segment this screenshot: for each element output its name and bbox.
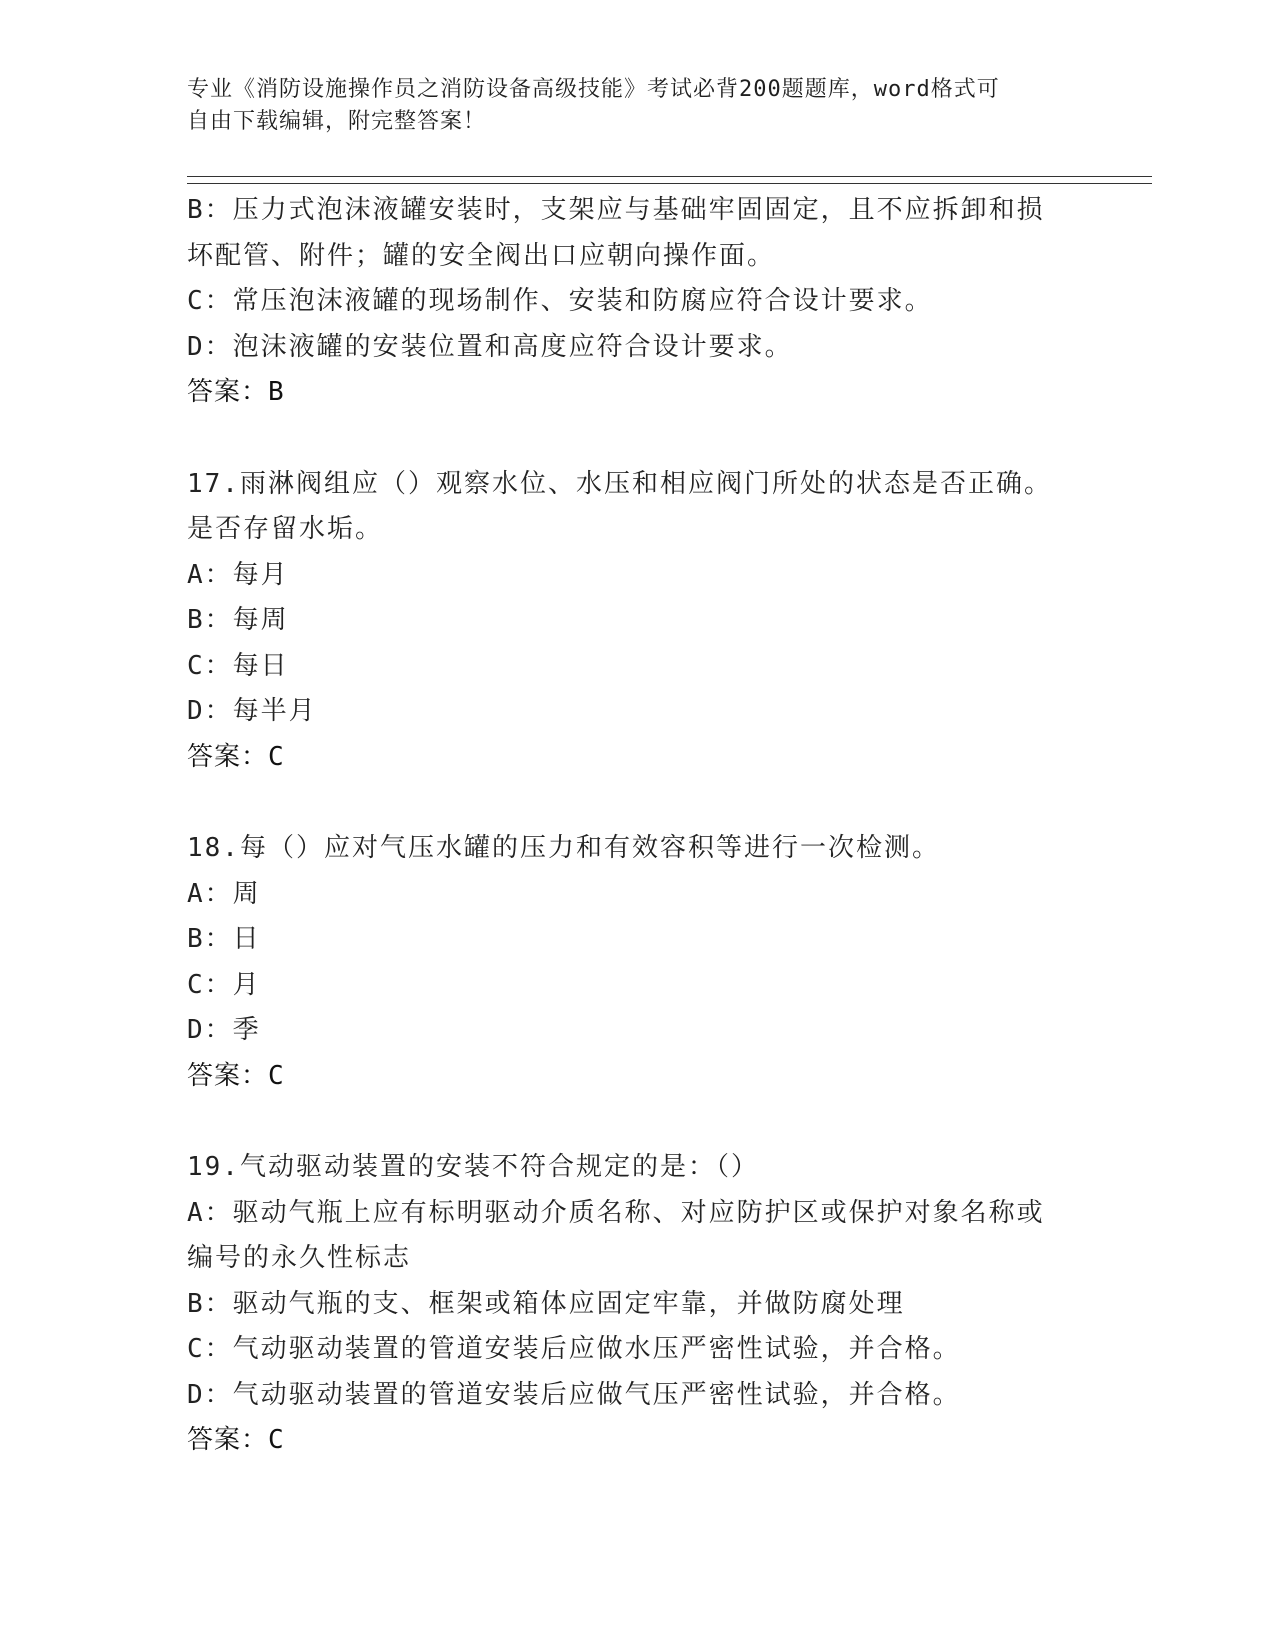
header-divider-bottom bbox=[187, 183, 1152, 184]
question-18 bbox=[187, 826, 1147, 1099]
header-line-1: 专业《消防设施操作员之消防设备高级技能》考试必背200题题库，word格式可 bbox=[187, 77, 1000, 102]
q19-stem: 19.气动驱动装置的安装不符合规定的是：（） bbox=[187, 1152, 759, 1182]
answer-value: C bbox=[268, 741, 285, 772]
document-header bbox=[187, 74, 1067, 138]
q18-option-c: C：月 bbox=[187, 969, 261, 1000]
answer-value: B bbox=[268, 377, 285, 407]
q16-answer bbox=[187, 370, 1147, 416]
header-divider-top bbox=[187, 176, 1152, 177]
q17-option-c: C：每日 bbox=[187, 650, 289, 681]
q17-stem-line-2: 是否存留水垢。 bbox=[187, 514, 384, 544]
q17-option-b: B：每周 bbox=[187, 605, 289, 635]
question-spacer bbox=[187, 416, 1147, 462]
question-17 bbox=[187, 462, 1147, 781]
question-16 bbox=[187, 188, 1147, 416]
question-19 bbox=[187, 1145, 1147, 1464]
q16-option-b-line-1: B：压力式泡沫液罐安装时，支架应与基础牢固固定，且不应拆卸和损 bbox=[187, 195, 1045, 225]
question-spacer bbox=[187, 1099, 1147, 1145]
answer-label: 答案： bbox=[187, 1060, 269, 1091]
q18-stem: 18.每（）应对气压水罐的压力和有效容积等进行一次检测。 bbox=[187, 833, 940, 863]
q18-option-b: B：日 bbox=[187, 924, 261, 954]
q16-option-c: C：常压泡沫液罐的现场制作、安装和防腐应符合设计要求。 bbox=[187, 286, 933, 316]
q19-option-c: C：气动驱动装置的管道安装后应做水压严密性试验，并合格。 bbox=[187, 1334, 961, 1364]
question-spacer bbox=[187, 780, 1147, 826]
q19-option-b: B：驱动气瓶的支、框架或箱体应固定牢靠，并做防腐处理 bbox=[187, 1288, 905, 1319]
q19-option-a-line-2: 编号的永久性标志 bbox=[187, 1243, 412, 1273]
answer-value: C bbox=[268, 1060, 285, 1091]
header-line-2: 自由下载编辑，附完整答案！ bbox=[187, 109, 487, 134]
q16-option-b-line-2: 坏配管、附件；罐的安全阀出口应朝向操作面。 bbox=[187, 240, 776, 271]
answer-label: 答案： bbox=[187, 377, 269, 407]
answer-label: 答案： bbox=[187, 741, 269, 772]
q19-option-d: D：气动驱动装置的管道安装后应做气压严密性试验，并合格。 bbox=[187, 1379, 961, 1410]
q18-option-a: A：周 bbox=[187, 878, 261, 909]
answer-value: C bbox=[268, 1425, 285, 1455]
q16-option-d: D：泡沫液罐的安装位置和高度应符合设计要求。 bbox=[187, 331, 793, 362]
q19-option-a-line-1: A：驱动气瓶上应有标明驱动介质名称、对应防护区或保护对象名称或 bbox=[187, 1197, 1045, 1228]
q17-option-a: A：每月 bbox=[187, 559, 289, 590]
q18-answer bbox=[187, 1054, 1147, 1100]
question-list bbox=[187, 188, 1147, 1464]
q17-stem-line-1: 17.雨淋阀组应（）观察水位、水压和相应阀门所处的状态是否正确。 bbox=[187, 468, 1052, 499]
q19-answer bbox=[187, 1418, 1147, 1464]
q17-answer bbox=[187, 735, 1147, 781]
q17-option-d: D：每半月 bbox=[187, 696, 317, 726]
answer-label: 答案： bbox=[187, 1425, 269, 1455]
q18-option-d: D：季 bbox=[187, 1015, 261, 1045]
